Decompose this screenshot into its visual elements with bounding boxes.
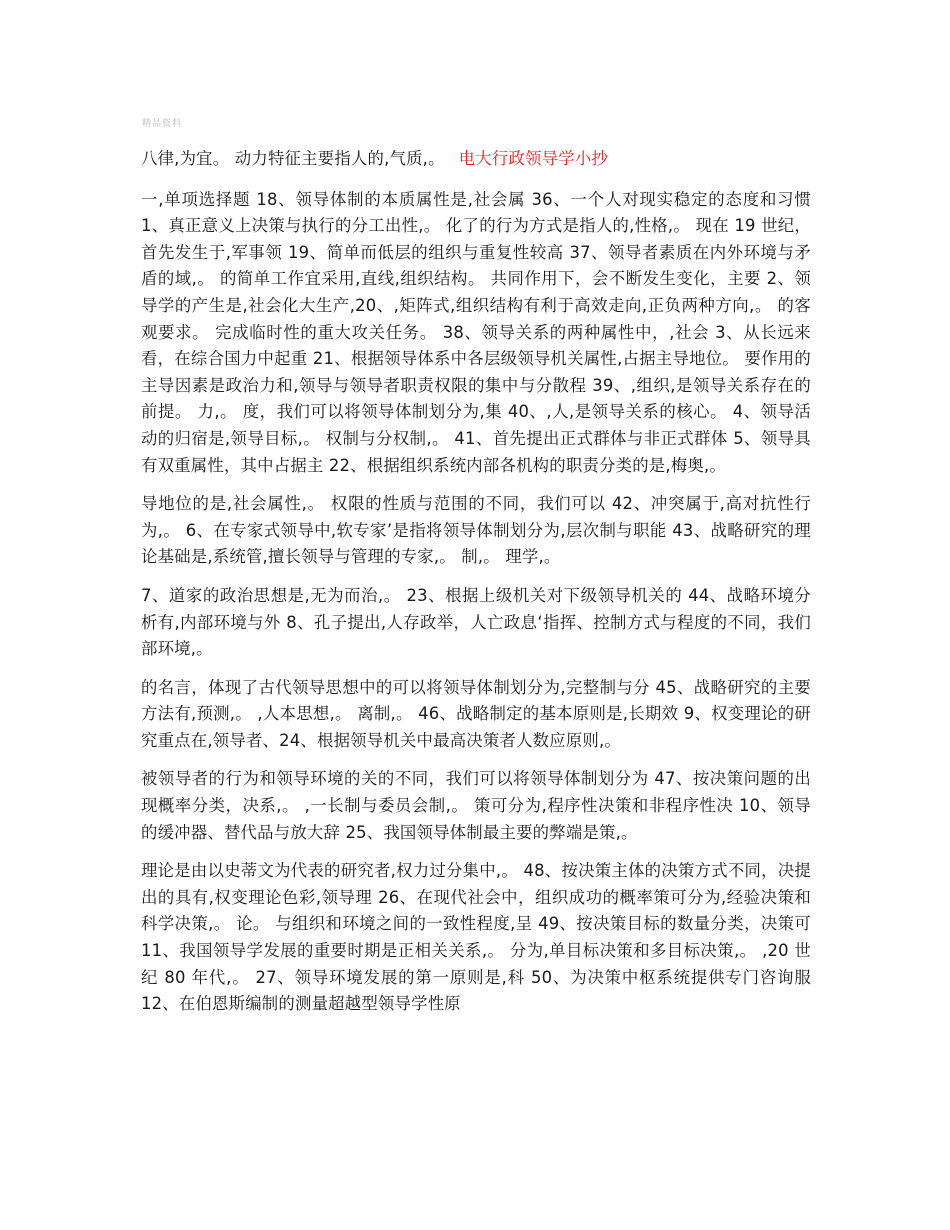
- paragraph-6: 理论是由以史蒂文为代表的研究者,权力过分集中,。 48、按决策主体的决策方式不同，决提出的具有,权变理论色彩,领导理 26、在现代社会中，组织成功的概率策可分为,经验决策和科学决策,。 论。 与组织和环境之间的一致性程度,呈 49、按决策目标的数量分类，决策可 11、我国领导学发展的重要时期是正相关关系,。 分为,单目标决策和多目标决策,。 ,20 世纪 80 年代,。 27、领导环境发展的第一原则是,科 50、为决策中枢系统提供专门咨询服 12、在伯恩斯编制的测量超越型领导学性原: [141, 861, 811, 1014]
- paragraph-1: 一,单项选择题 18、领导体制的本质属性是,社会属 36、一个人对现实稳定的态度和习惯 1、真正意义上决策与执行的分工出性,。 化了的行为方式是指人的,性格,。 现在 19 世纪，首先发生于,军事领 19、简单而低层的组织与重复性较高 37、领导者素质在内外环境与矛盾的域,。 的简单工作宜采用,直线,组织结构。 共同作用下，会不断发生变化，主要 2、领导学的产生是,社会化大生产,20、,矩阵式,组织结构有利于高效走向,正负两种方向,。 的客观要求。 完成临时性的重大攻关任务。 38、领导关系的两种属性中，,社会 3、从长远来看，在综合国力中起重 21、根据领导体系中各层级领导机关属性,占据主导地位。 要作用的主导因素是政治力和,领导与领导者职责权限的集中与分散程 39、,组织,是领导关系存在的前提。 力,。 度，我们可以将领导体制划分为,集 40、,人,是领导关系的核心。 4、领导活动的归宿是,领导目标,。 权制与分权制,。 41、首先提出正式群体与非正式群体 5、领导具有双重属性，其中占据主 22、根据组织系统内部各机构的职责分类的是,梅奥,。: [141, 189, 811, 475]
- paragraph-5: 被领导者的行为和领导环境的关的不同，我们可以将领导体制划分为 47、按决策问题的出现概率分类，决系,。 ,一长制与委员会制,。 策可分为,程序性决策和非程序性决 10、领导的缓冲器、替代品与放大辞 25、我国领导体制最主要的弊端是策,。: [141, 769, 811, 842]
- first-line-text: 八律,为宜。 动力特征主要指人的,气质,。: [141, 149, 445, 168]
- paragraph-4: 的名言，体现了古代领导思想中的可以将领导体制划分为,完整制与分 45、战略研究的主要方法有,预测,。 ,人本思想,。 离制,。 46、战略制定的基本原则是,长期效 9、权变理论的研究重点在,领导者、24、根据领导机关中最高决策者人数应原则,。: [141, 677, 811, 750]
- first-line: [141, 146, 811, 173]
- watermark: 精品资料: [142, 119, 183, 129]
- paragraph-2: 导地位的是,社会属性,。 权限的性质与范围的不同，我们可以 42、冲突属于,高对抗性行为,。 6、在专家式领导中,软专家’是指将领导体制划分为,层次制与职能 43、战略研究的理论基础是,系统管,擅长领导与管理的专家,。 制,。 理学,。: [141, 494, 811, 567]
- document-title: 电大行政领导学小抄: [458, 149, 609, 168]
- paragraph-3: 7、道家的政治思想是,无为而治,。 23、根据上级机关对下级领导机关的 44、战略环境分析有,内部环境与外 8、孔子提出,人存政举，人亡政息‘指挥、控制方式与程度的不同，我们部环境,。: [141, 585, 811, 659]
- document-body: [141, 146, 811, 1030]
